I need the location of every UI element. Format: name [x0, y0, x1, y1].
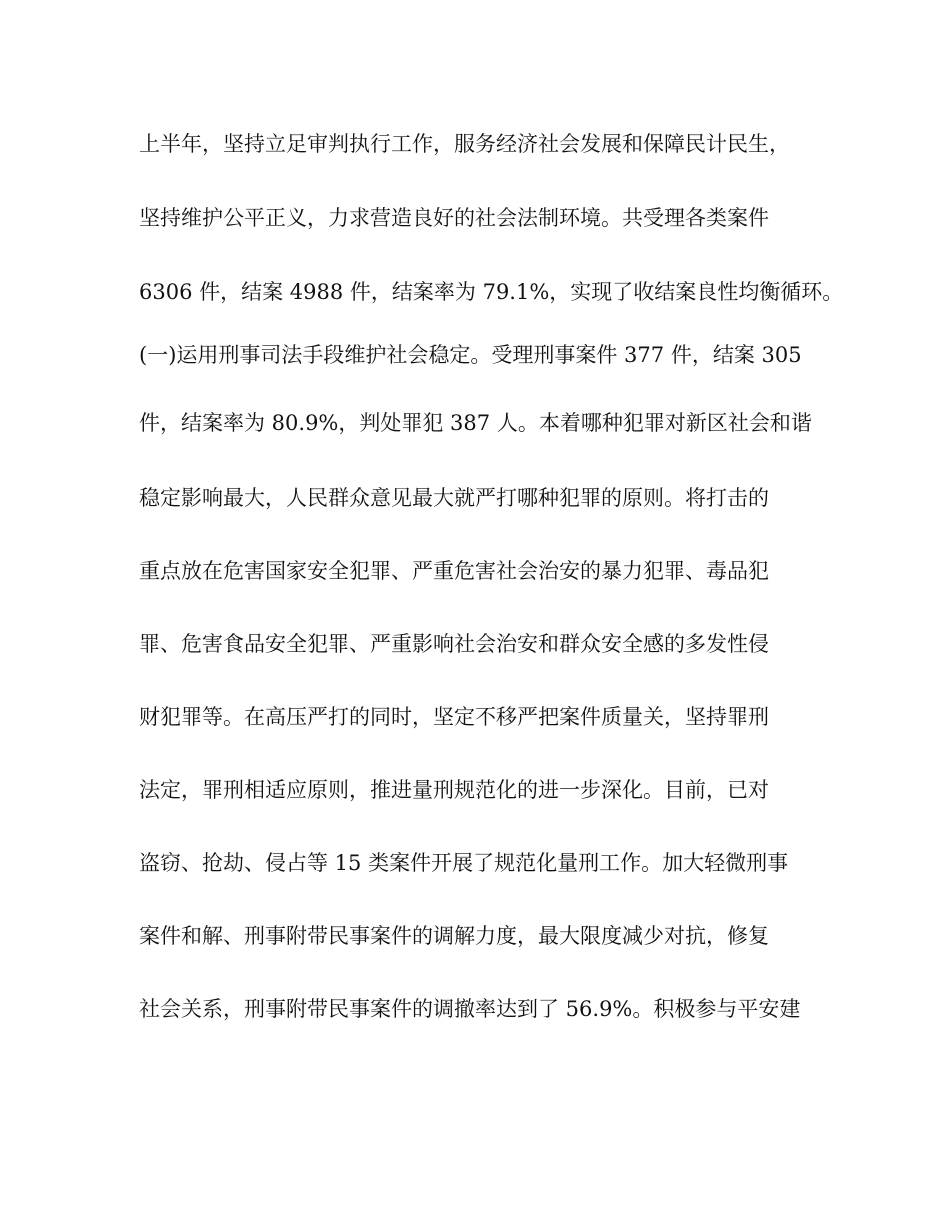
- text-line-7: 重点放在危害国家安全犯罪、严重危害社会治安的暴力犯罪、毒品犯: [139, 559, 769, 583]
- text-line-9: 财犯罪等。在高压严打的同时，坚定不移严把案件质量关，坚持罪刑: [139, 705, 769, 729]
- text-line-2: 坚持维护公平正义，力求营造良好的社会法制环境。共受理各类案件: [139, 206, 769, 230]
- text-line-6: 稳定影响最大，人民群众意见最大就严打哪种犯罪的原则。将打击的: [139, 486, 769, 510]
- text-line-8: 罪、危害食品安全犯罪、严重影响社会治安和群众安全感的多发性侵: [139, 632, 769, 656]
- text-line-5: 件，结案率为 80.9%，判处罪犯 387 人。本着哪种犯罪对新区社会和谐: [139, 411, 812, 435]
- text-line-13: 社会关系，刑事附带民事案件的调撤率达到了 56.9%。积极参与平安建: [139, 997, 801, 1021]
- text-line-10: 法定，罪刑相适应原则，推进量刑规范化的进一步深化。目前，已对: [139, 778, 769, 802]
- text-line-4: (一)运用刑事司法手段维护社会稳定。受理刑事案件 377 件，结案 305: [139, 343, 802, 367]
- text-line-3: 6306 件，结案 4988 件，结案率为 79.1%，实现了收结案良性均衡循环。: [139, 280, 844, 304]
- text-line-12: 案件和解、刑事附带民事案件的调解力度，最大限度减少对抗，修复: [139, 924, 769, 948]
- text-line-11: 盗窃、抢劫、侵占等 15 类案件开展了规范化量刑工作。加大轻微刑事: [139, 851, 789, 875]
- text-line-1: 上半年，坚持立足审判执行工作，服务经济社会发展和保障民计民生，: [139, 132, 790, 156]
